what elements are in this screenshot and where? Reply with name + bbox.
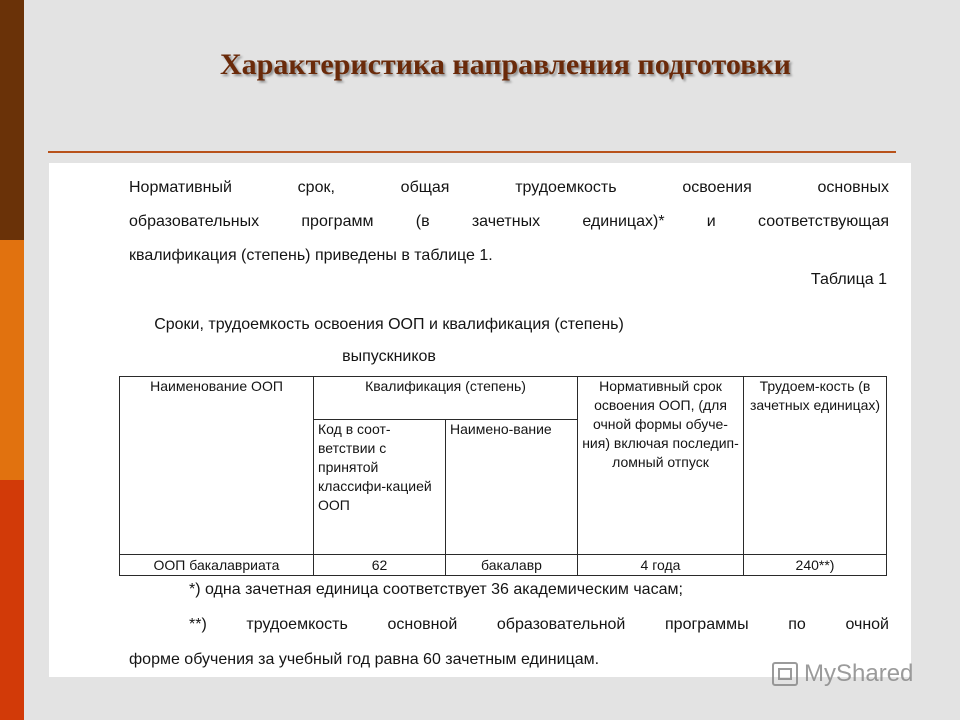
cell-name: ООП бакалавриата — [120, 555, 314, 576]
header-name: Наименование ООП — [120, 377, 314, 555]
table-row — [120, 555, 887, 576]
caption-line: Сроки, трудоемкость освоения ООП и квалификация (степень) — [154, 316, 624, 333]
cell-term: 4 года — [578, 555, 744, 576]
title-divider — [48, 151, 896, 153]
side-stripe-bottom — [0, 480, 24, 720]
cell-code: 62 — [314, 555, 446, 576]
header-title: Наимено-вание — [446, 420, 578, 555]
paragraph-line: квалификация (степень) приведены в таблице 1. — [129, 247, 493, 264]
table-caption — [49, 309, 729, 373]
program-table — [119, 376, 887, 576]
header-labor: Трудоем-кость (в зачетных единицах) — [744, 377, 887, 555]
cell-labor: 240**) — [744, 555, 887, 576]
side-stripe-middle — [0, 240, 24, 480]
header-code: Код в соот-ветствии с принятой классифи-кацией ООП — [314, 420, 446, 555]
watermark-text: MyShared — [804, 660, 914, 687]
caption-line: выпускников — [342, 348, 436, 365]
header-qualification: Квалификация (степень) — [314, 377, 578, 420]
scanned-document — [49, 163, 911, 677]
myshared-watermark — [772, 660, 913, 688]
side-stripe-top — [0, 0, 24, 240]
cell-title: бакалавр — [446, 555, 578, 576]
footnote-2: **) трудоемкость основной образовательной программы по очной — [189, 616, 889, 633]
intro-paragraph — [129, 171, 889, 273]
footnote-1: *) одна зачетная единица соответствует 36 академическим часам; — [189, 581, 683, 598]
header-term: Нормативный срок освоения ООП, (для очной формы обуче-ния) включая последип-ломный отпуск — [578, 377, 744, 555]
footnote-3: форме обучения за учебный год равна 60 зачетным единицам. — [129, 651, 600, 668]
slide-title: Характеристика направления подготовки — [220, 48, 791, 81]
table-label: Таблица 1 — [810, 271, 887, 288]
myshared-logo-icon — [772, 662, 798, 686]
paragraph-line: Нормативный срок, общая трудоемкость освоения основных — [129, 179, 889, 196]
paragraph-line: образовательных программ (в зачетных единицах)* и соответствующая — [129, 213, 889, 230]
